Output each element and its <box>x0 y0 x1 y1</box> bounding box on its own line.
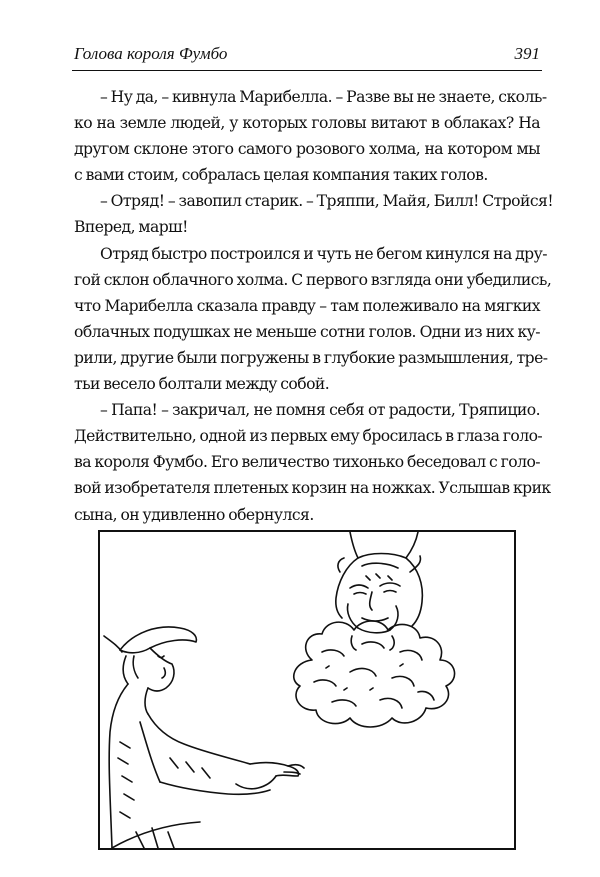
text-line: что Марибелла сказала правду – там полеживало на мягких <box>74 296 540 315</box>
text-line: ко на земле людей, у которых головы витают в облаках? На <box>74 114 540 133</box>
text-line: тьи весело болтали между собой. <box>74 375 330 394</box>
page-number: 391 <box>514 44 540 63</box>
text-line: ва короля Фумбо. Его величество тихонько беседовал с голо- <box>74 453 540 472</box>
text-line: Вперед, марш! <box>74 218 188 237</box>
text-line: Отряд быстро построился и чуть не бегом кинулся на дру- <box>100 244 547 263</box>
text-line: рили, другие были погружены в глубокие размышления, тре- <box>74 348 548 367</box>
running-head-title: Голова короля Фумбо <box>74 44 228 63</box>
text-line: вой изобретателя плетеных корзин на ножках. Услышав крик <box>74 479 551 498</box>
paragraph-4 <box>74 397 551 527</box>
body-text <box>74 84 554 528</box>
king-head-drawing <box>336 554 423 651</box>
cloud-drawing <box>294 621 455 727</box>
text-line: – Папа! – закричал, не помня себя от радости, Тряпицио. <box>100 401 540 420</box>
text-line: сына, он удивленно обернулся. <box>74 505 314 524</box>
illustration-drawing <box>100 532 514 848</box>
text-line: – Отряд! – завопил старик. – Тряппи, Майя, Билл! Стройся! <box>100 192 554 211</box>
paragraph-2 <box>74 188 554 240</box>
text-line: с вами стоим, собралась целая компания таких голов. <box>74 166 488 185</box>
text-line: облачных подушках не меньше сотни голов. Одни из них ку- <box>74 322 540 341</box>
text-line: – Ну да, – кивнула Марибелла. – Разве вы не знаете, сколь- <box>100 88 547 106</box>
illustration <box>98 530 516 850</box>
paragraph-1 <box>74 84 547 188</box>
running-head <box>72 42 542 71</box>
text-line: гой склон облачного холма. С первого взгляда они убедились, <box>74 270 552 289</box>
text-line: Действительно, одной из первых ему бросилась в глаза голо- <box>74 427 543 446</box>
text-line: другом склоне этого самого розового холма, на котором мы <box>74 140 540 159</box>
boy-drawing <box>104 627 304 848</box>
paragraph-3 <box>74 241 552 398</box>
